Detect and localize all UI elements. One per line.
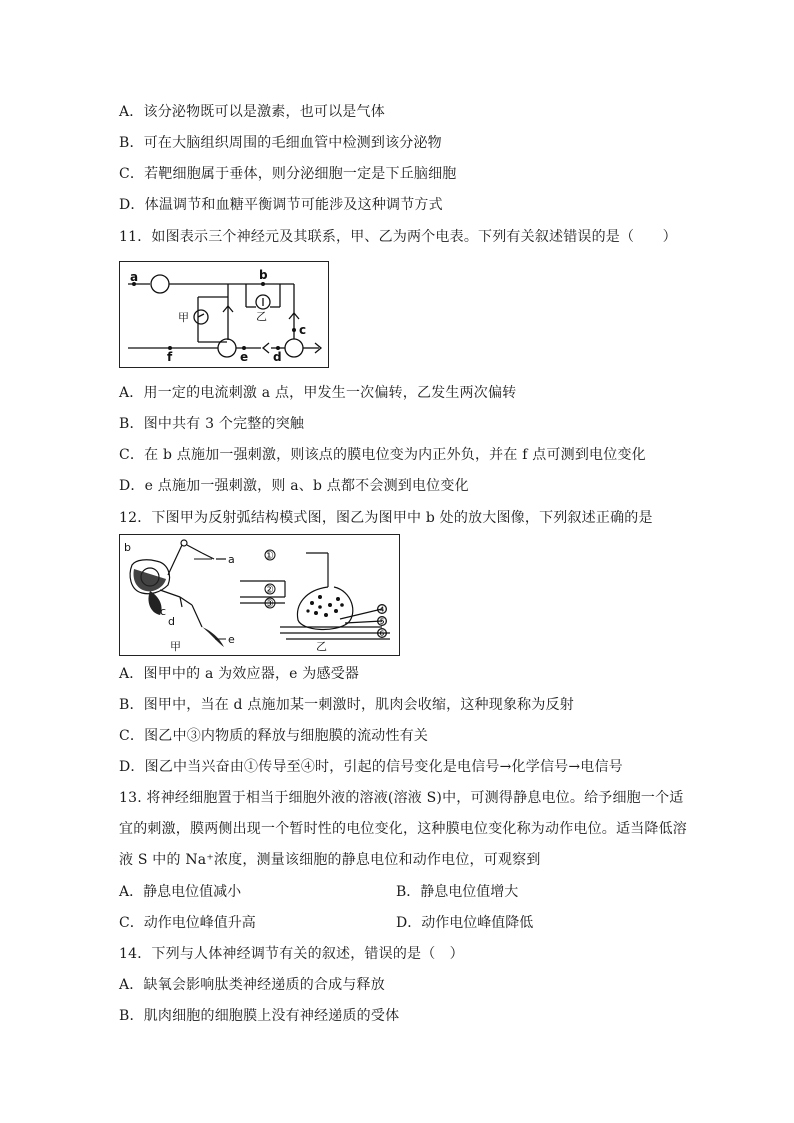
q14-option-a: A．缺氧会影响肽类神经递质的合成与释放 [119, 977, 385, 993]
q12-label-3: ③ [264, 597, 274, 610]
q14-option-b: B．肌肉细胞的细胞膜上没有神经递质的受体 [119, 1008, 400, 1024]
q10-option-a: A．该分泌物既可以是激素，也可以是气体 [119, 104, 385, 120]
q12-option-a: A．图甲中的 a 为效应器，e 为感受器 [119, 666, 360, 682]
q13-stem-line-3: 液 S 中的 Na⁺浓度，测量该细胞的静息电位和动作电位，可观察到 [119, 852, 541, 868]
q12-label-6: ⑥ [377, 627, 387, 640]
q12-label-e: e [228, 633, 235, 646]
q12-stem: 12．下图甲为反射弧结构模式图，图乙为图甲中 b 处的放大图像，下列叙述正确的是 [119, 510, 653, 526]
q11-label-b: b [259, 268, 268, 282]
q12-label-2: ② [264, 583, 274, 596]
q13-option-a: A．静息电位值减小 [119, 884, 242, 900]
q12-label-a: a [228, 553, 235, 566]
q12-label-b: b [124, 541, 131, 554]
q13-option-c: C．动作电位峰值升高 [119, 915, 256, 931]
q12-label-jia: 甲 [170, 640, 181, 653]
q11-label-a: a [130, 270, 139, 284]
q11-option-a: A．用一定的电流刺激 a 点，甲发生一次偏转，乙发生两次偏转 [119, 385, 517, 401]
q11-label-yi: 乙 [256, 310, 267, 323]
q11-option-c: C．在 b 点施加一强刺激，则该点的膜电位变为内正外负，并在 f 点可测到电位变化 [119, 447, 646, 463]
q11-option-d: D．e 点施加一强刺激，则 a、b 点都不会测到电位变化 [119, 478, 469, 494]
q10-option-d: D．体温调节和血糖平衡调节可能涉及这种调节方式 [119, 197, 443, 213]
q11-label-d: d [273, 350, 282, 364]
q11-label-c: c [299, 323, 307, 337]
q12-label-5: ⑤ [377, 615, 387, 628]
q12-label-d: d [168, 615, 175, 628]
q14-stem: 14．下列与人体神经调节有关的叙述，错误的是（ ） [119, 946, 464, 962]
q10-option-c: C．若靶细胞属于垂体，则分泌细胞一定是下丘脑细胞 [119, 166, 457, 182]
q12-option-d: D．图乙中当兴奋由①传导至④时，引起的信号变化是电信号→化学信号→电信号 [119, 759, 623, 775]
q12-label-1: ① [264, 549, 274, 562]
q13-option-b: B．静息电位值增大 [396, 884, 519, 900]
q11-label-f: f [167, 350, 173, 364]
q11-stem: 11．如图表示三个神经元及其联系，甲、乙为两个电表。下列有关叙述错误的是（ ） [119, 229, 677, 245]
q12-option-c: C．图乙中③内物质的释放与细胞膜的流动性有关 [119, 728, 429, 744]
q11-label-e: e [240, 350, 249, 364]
q11-option-b: B．图中共有 3 个完整的突触 [119, 416, 305, 432]
q12-label-4: ④ [377, 603, 387, 616]
q13-option-d: D．动作电位峰值降低 [396, 915, 534, 931]
q11-label-jia: 甲 [178, 311, 189, 324]
q12-option-b: B．图甲中，当在 d 点施加某一刺激时，肌肉会收缩，这种现象称为反射 [119, 697, 574, 713]
q13-stem-line-1: 13. 将神经细胞置于相当于细胞外液的溶液(溶液 S)中，可测得静息电位。给予细胞一个适 [119, 790, 684, 806]
q13-stem-line-2: 宜的刺激，膜两侧出现一个暂时性的电位变化，这种膜电位变化称为动作电位。适当降低溶 [119, 821, 687, 837]
q10-option-b: B．可在大脑组织周围的毛细血管中检测到该分泌物 [119, 135, 442, 151]
q12-label-yi: 乙 [316, 640, 327, 653]
q11-neuron-figure [119, 261, 329, 368]
q12-label-c: c [160, 605, 167, 618]
q12-reflex-arc-figure [119, 534, 400, 656]
